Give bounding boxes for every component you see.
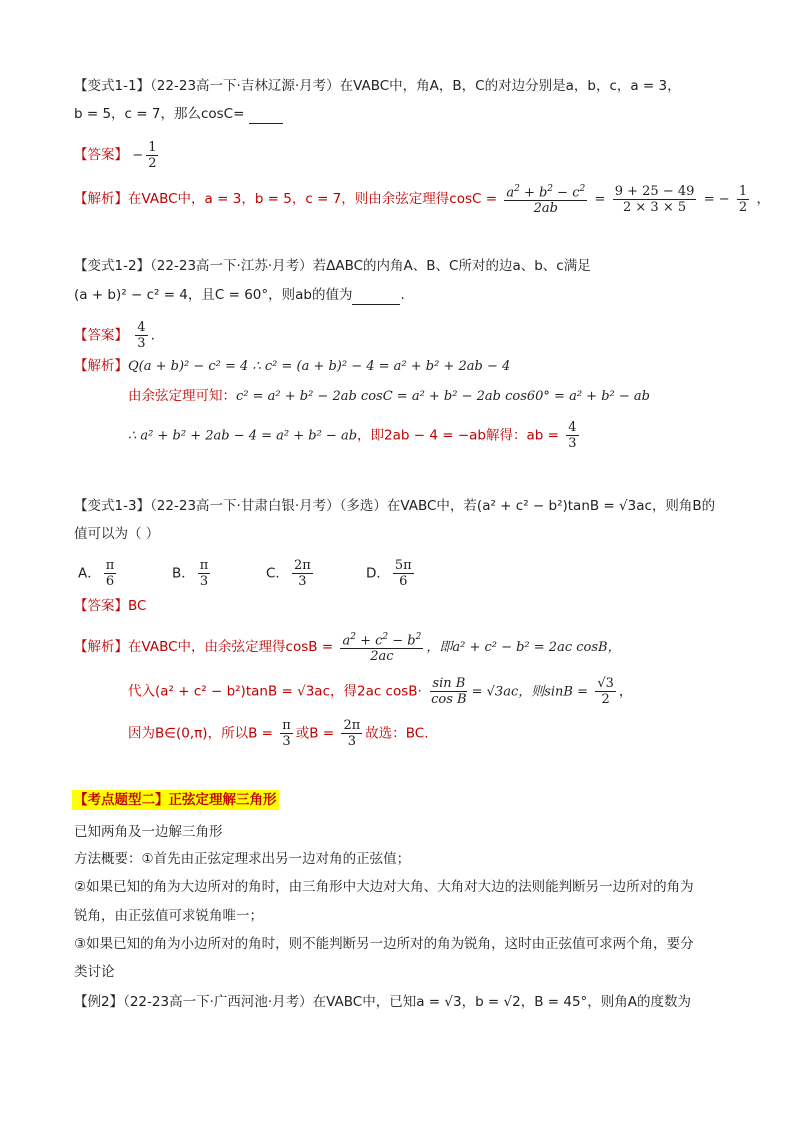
v12-question-line1 xyxy=(74,256,591,276)
answer-blank xyxy=(352,304,400,305)
example-question: 在VABC中，已知a = √3，b = √2，B = 45°，则角A的度数为 xyxy=(312,994,692,1010)
section-p2: 方法概要：①首先由正弦定理求出另一边对角的正弦值； xyxy=(74,851,411,867)
v11-question-line2 xyxy=(74,104,283,124)
v12-question-line2: (a + b)² − c² = 4，且C = 60°，则ab的值为 . xyxy=(74,287,405,303)
v13-b-value-1: $\frac{\pi}{3}$ xyxy=(282,718,291,749)
example-source: （22-23高一下·广西河池·月考） xyxy=(123,994,313,1010)
v12-q2: (a + b)² − c² = 4，且C = 60°，则ab的值为 xyxy=(74,287,353,303)
v13-a1b: ，即a² + c² − b² = 2ac cosB， xyxy=(426,640,621,656)
section-p4: 锐角，由正弦值可求锐角唯一； xyxy=(74,908,263,924)
v11-analysis: 【解析】在VABC中，a = 3，b = 5，c = 7，则由余弦定理得cosC = $\frac{a^2 + b^2 - c^2}{2ab}$ = $\frac{9 + 25 - 49}{2 \times 3 \times 5}$ = − $\frac{1}{2}$ ， xyxy=(74,183,770,217)
v13-title: 【变式1-3】 xyxy=(74,498,151,514)
section-p1: 已知两角及一边解三角形 xyxy=(74,824,223,840)
answer-label: 【答案】 xyxy=(74,147,128,163)
v12-answer-value: $\frac{4}{3}$ xyxy=(137,320,146,351)
v13-a2: 代入(a² + c² − b²)tanB = √3ac，得2ac cosB· xyxy=(128,683,422,700)
v11-q1: 在VABC中，角A，B，C的对边分别是a，b，c，a = 3， xyxy=(339,78,681,94)
analysis-label: 【解析】 xyxy=(74,639,128,656)
v11-q2: b = 5，c = 7，那么cosC= xyxy=(74,106,245,122)
v12-title: 【变式1-2】 xyxy=(74,258,151,274)
v13-tan-fraction: $\frac{\text{sin B}}{\text{cos B}}$ xyxy=(431,676,467,707)
v13-q1: 在VABC中，若(a² + c² − b²)tanB = √3ac，则角B的 xyxy=(386,498,716,514)
v12-analysis-line3 xyxy=(128,420,582,451)
v13-source: （22-23高一下·甘肃白银·月考）（多选） xyxy=(150,498,387,514)
v12-line1: Q(a + b)² − c² = 4 ∴ c² = (a + b)² − 4 = a² + b² + 2ab − 4 xyxy=(128,359,511,374)
v13-a2b: = √3ac，则sinB = xyxy=(471,684,589,700)
v12-line2-math: c² = a² + b² − 2ab cosC = a² + b² − 2ab cos60° = a² + b² − ab xyxy=(236,389,650,404)
v11-analysis-text: 在VABC中，a = 3，b = 5，c = 7，则由余弦定理得cosC = xyxy=(128,191,498,208)
v13-option-d: D． $\frac{5\pi}{6}$ xyxy=(366,558,412,589)
v12-source: （22-23高一下·江苏·月考） xyxy=(150,258,313,274)
section-p6: 类讨论 xyxy=(74,964,115,980)
section-p5: ③如果已知的角为小边所对的角时，则不能判断另一边所对的角为锐角，这时由正弦值可求两个角，要分 xyxy=(74,936,694,952)
v13-a3c: 故选：BC. xyxy=(365,725,429,742)
section-title: 【考点题型二】正弦定理解三角形 xyxy=(74,792,277,808)
analysis-label: 【解析】 xyxy=(74,191,128,208)
v13-answer xyxy=(74,596,146,616)
v13-q2: 值可以为（ ） xyxy=(74,526,160,542)
v11-source: （22-23高一下·吉林辽源·月考） xyxy=(150,78,340,94)
v13-answer-value: BC xyxy=(128,598,147,614)
v13-a1: 在VABC中，由余弦定理得cosB = xyxy=(128,639,334,656)
v13-option-a: A． $\frac{\pi}{6}$ xyxy=(78,558,115,589)
answer-label: 【答案】 xyxy=(74,598,128,614)
v13-option-c: C． $\frac{2\pi}{3}$ xyxy=(266,558,311,589)
v13-cos-fraction: $\frac{a^2 + c^2 - b^2}{2ac}$ xyxy=(342,632,422,665)
v11-fraction-3: $\frac{1}{2}$ xyxy=(738,183,748,215)
v12-line2-text: 由余弦定理可知： xyxy=(128,388,236,404)
v12-result-fraction: $\frac{4}{3}$ xyxy=(568,420,577,451)
v13-analysis-line2: 代入(a² + c² − b²)tanB = √3ac，得2ac cosB· $\frac{\text{sin B}}{\text{cos B}}$ = √3ac，则sinB = $\frac{√3}{2}$ ， xyxy=(128,676,633,707)
analysis-label: 【解析】 xyxy=(74,358,128,374)
v12-line3-math: ∴ a² + b² + 2ab − 4 = a² + b² − ab xyxy=(128,428,358,444)
v11-fraction-1: $\frac{a^2 + b^2 - c^2}{2ab}$ xyxy=(506,184,586,217)
v13-a3b: 或B = xyxy=(295,725,335,742)
v12-answer: 【答案】 $\frac{4}{3}$ . xyxy=(74,320,155,351)
v13-sin-fraction: $\frac{√3}{2}$ xyxy=(597,676,614,707)
v13-option-b: B． $\frac{\pi}{3}$ xyxy=(172,558,209,589)
v12-line3-text: ，即2ab − 4 = −ab解得：ab = xyxy=(357,427,559,444)
v11-answer-value: − $\frac{1}{2}$ xyxy=(132,140,157,171)
v13-question-line1 xyxy=(74,496,715,516)
v13-b-value-2: $\frac{2\pi}{3}$ xyxy=(343,718,361,749)
v12-q1: 若ΔABC的内角A、B、C所对的边a、b、c满足 xyxy=(312,258,591,274)
v12-analysis-line2 xyxy=(128,386,650,407)
example-title: 【例2】 xyxy=(74,994,124,1010)
v11-answer xyxy=(74,140,161,171)
v11-title: 【变式1-1】 xyxy=(74,78,151,94)
v11-question-line1 xyxy=(74,76,681,96)
answer-label: 【答案】 xyxy=(74,327,128,344)
answer-blank xyxy=(249,123,283,124)
section-p3: ②如果已知的角为大边所对的角时，由三角形中大边对大角、大角对大边的法则能判断另一边所对的角为 xyxy=(74,879,694,895)
v13-a3: 因为B∈(0,π)，所以B = xyxy=(128,725,273,742)
v11-fraction-2: $\frac{9 + 25 - 49}{2 \times 3 \times 5}$ xyxy=(614,183,695,215)
v13-analysis-line1 xyxy=(74,630,621,664)
v12-analysis-line1 xyxy=(74,356,510,377)
example-2 xyxy=(74,992,691,1012)
v13-analysis-line3 xyxy=(128,718,429,749)
v13-question-line2 xyxy=(74,524,159,544)
